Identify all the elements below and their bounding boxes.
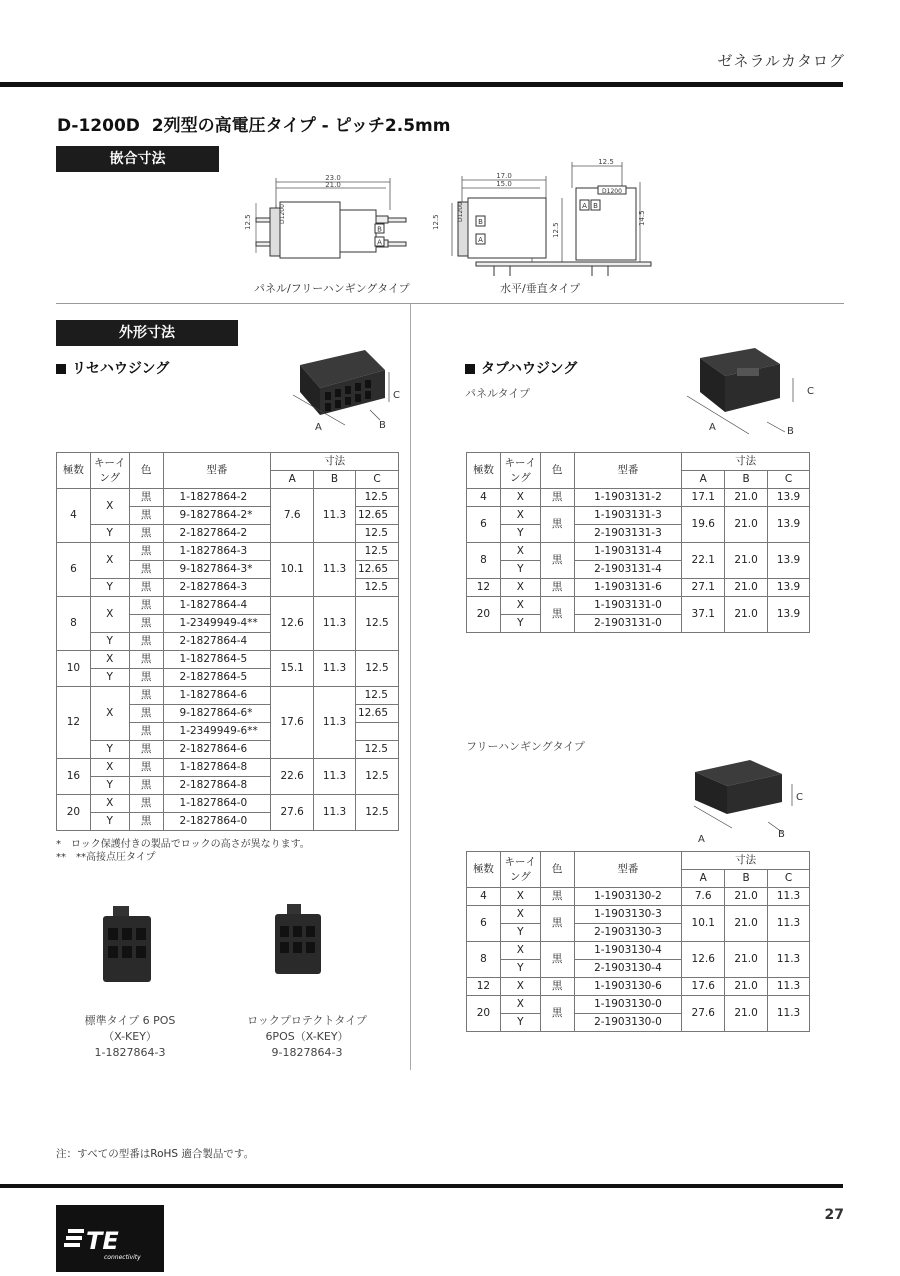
table-cell: 21.0 — [725, 543, 768, 579]
table-header-row — [467, 852, 810, 870]
table-cell: 9-1827864-3* — [163, 561, 271, 579]
table-cell: 極数 — [467, 453, 501, 489]
receptacle-title: リセハウジング — [56, 358, 169, 378]
table-cell: Y — [90, 741, 129, 759]
table-cell: 2-1827864-8 — [163, 777, 271, 795]
table-cell: 極数 — [467, 852, 501, 888]
table-cell: 21.0 — [725, 978, 768, 996]
header-dims: 寸法 — [271, 453, 399, 471]
table-cell: キーイング — [500, 453, 540, 489]
top-rule — [0, 82, 843, 87]
dim-12-5-r2: 12.5 — [552, 222, 560, 238]
table-cell: 27.6 — [271, 795, 314, 831]
table-cell: 11.3 — [768, 906, 810, 942]
table-cell — [355, 723, 398, 741]
table-cell: X — [90, 489, 129, 525]
table-cell: 黒 — [129, 813, 163, 831]
table-cell: 21.0 — [725, 996, 768, 1032]
table-cell: 1-1827864-2 — [163, 489, 271, 507]
table-cell: X — [500, 489, 540, 507]
tab-dim-c: C — [807, 386, 814, 397]
table-cell: C — [768, 471, 810, 489]
table-cell: 1-1827864-0 — [163, 795, 271, 813]
table-cell: 色 — [540, 852, 574, 888]
tab-panel-image — [675, 340, 820, 440]
table-cell: 11.3 — [768, 978, 810, 996]
table-cell: 13.9 — [768, 507, 810, 543]
table-cell: 20 — [467, 597, 501, 633]
table-cell: 22.6 — [271, 759, 314, 795]
table-cell: 黒 — [129, 777, 163, 795]
table-cell: X — [500, 579, 540, 597]
table-cell: X — [90, 651, 129, 669]
table-cell: 21.0 — [725, 579, 768, 597]
table-cell: 4 — [57, 489, 91, 543]
table-cell: 11.3 — [314, 687, 356, 759]
table-cell: X — [500, 996, 540, 1014]
table-cell: Y — [500, 924, 540, 942]
table-cell: 21.0 — [725, 489, 768, 507]
table-cell: C — [768, 870, 810, 888]
table-cell: Y — [500, 615, 540, 633]
table-cell: 19.6 — [682, 507, 725, 543]
table-cell: 12.5 — [355, 741, 398, 759]
column-divider — [410, 304, 411, 1070]
table-cell: Y — [90, 579, 129, 597]
table-cell: 2-1903131-4 — [574, 561, 682, 579]
table-cell: 2-1827864-3 — [163, 579, 271, 597]
table-row — [467, 942, 810, 960]
table-cell: 黒 — [540, 942, 574, 978]
rohs-note: 注：すべての型番はRoHS 適合製品です。 — [56, 1148, 255, 1160]
table-cell: 1-1903130-3 — [574, 906, 682, 924]
mark-a-right2: A — [478, 236, 483, 244]
table-row — [467, 489, 810, 507]
table-cell: 黒 — [540, 888, 574, 906]
mark-b-right2: B — [478, 218, 483, 226]
table-cell: Y — [90, 525, 129, 543]
table-cell: 2-1903130-3 — [574, 924, 682, 942]
table-cell: 黒 — [129, 561, 163, 579]
table-cell: 12 — [57, 687, 91, 759]
table-cell: A — [682, 870, 725, 888]
table-cell: 型番 — [574, 453, 682, 489]
dim-17: 17.0 — [496, 172, 512, 180]
table-cell: 9-1827864-6* — [163, 705, 271, 723]
table-cell: 1-1903130-2 — [574, 888, 682, 906]
table-cell: 黒 — [129, 651, 163, 669]
table-cell: 2-1827864-0 — [163, 813, 271, 831]
table-cell: 2-1827864-4 — [163, 633, 271, 651]
table-cell: 13.9 — [768, 489, 810, 507]
table-cell: 色 — [540, 453, 574, 489]
mark-b-right: B — [593, 202, 598, 210]
table-cell: X — [500, 888, 540, 906]
table-cell: 11.3 — [314, 795, 356, 831]
table-cell: 12.5 — [355, 687, 398, 705]
header-a: A — [271, 471, 314, 489]
table-cell: X — [90, 759, 129, 777]
table-cell: 黒 — [129, 633, 163, 651]
table-cell: 4 — [467, 489, 501, 507]
tab-free-table — [466, 851, 810, 1032]
table-cell: 17.6 — [271, 687, 314, 759]
table-cell: 黒 — [129, 741, 163, 759]
table-cell: B — [725, 471, 768, 489]
table-cell: 1-1827864-3 — [163, 543, 271, 561]
table-cell: 11.3 — [768, 888, 810, 906]
table-cell: 20 — [57, 795, 91, 831]
table-cell: Y — [500, 525, 540, 543]
header-poles: 極数 — [57, 453, 91, 489]
table-cell: 黒 — [540, 543, 574, 579]
dim-12-5-r1: 12.5 — [432, 214, 440, 230]
table-cell: 4 — [467, 888, 501, 906]
table-cell: 12.5 — [355, 543, 398, 561]
tab-free-image — [680, 750, 820, 845]
table-cell: Y — [500, 561, 540, 579]
table-row — [57, 651, 399, 669]
logo-text: TE — [86, 1227, 119, 1255]
table-cell: 11.3 — [768, 942, 810, 978]
table-cell: 黒 — [129, 543, 163, 561]
table-cell: X — [500, 942, 540, 960]
table-cell: X — [90, 687, 129, 741]
table-row — [467, 543, 810, 561]
table-cell: 1-1903131-6 — [574, 579, 682, 597]
table-cell: 1-1827864-4 — [163, 597, 271, 615]
table-cell: 8 — [467, 942, 501, 978]
table-cell: 12.5 — [355, 651, 398, 687]
table-cell: 17.6 — [682, 978, 725, 996]
table-row — [57, 597, 399, 615]
table-cell: 8 — [57, 597, 91, 651]
table-cell: 12 — [467, 978, 501, 996]
table-cell: 黒 — [540, 996, 574, 1032]
table-cell: 黒 — [129, 759, 163, 777]
table-cell: 黒 — [129, 705, 163, 723]
table-cell: 12.5 — [355, 759, 398, 795]
table-cell: 黒 — [129, 669, 163, 687]
table-row — [467, 579, 810, 597]
logo-sub: connectivity — [104, 1254, 141, 1261]
catalog-label: ゼネラルカタログ — [717, 52, 845, 70]
table-cell: 寸法 — [682, 453, 810, 471]
table-cell: 黒 — [540, 507, 574, 543]
table-cell: 6 — [467, 507, 501, 543]
table-cell: Y — [90, 633, 129, 651]
table-row — [57, 543, 399, 561]
table-cell: 1-1903131-3 — [574, 507, 682, 525]
table-cell: 黒 — [129, 525, 163, 543]
table-cell: 21.0 — [725, 507, 768, 543]
table-cell: 13.9 — [768, 543, 810, 579]
dim-letter-b: B — [379, 420, 386, 431]
table-cell: 2-1903130-0 — [574, 1014, 682, 1032]
note-1: * ロック保護付きの製品でロックの高さが異なります。 — [56, 839, 310, 850]
table-cell: 黒 — [540, 906, 574, 942]
table-cell: 1-1903131-0 — [574, 597, 682, 615]
table-cell: 黒 — [540, 489, 574, 507]
table-cell: 1-1903131-2 — [574, 489, 682, 507]
table-cell: キーイング — [500, 852, 540, 888]
table-cell: 1-1827864-6 — [163, 687, 271, 705]
table-row — [467, 507, 810, 525]
header-b: B — [314, 471, 356, 489]
dim-15: 15.0 — [496, 180, 512, 188]
table-cell: 8 — [467, 543, 501, 579]
table-cell: A — [682, 471, 725, 489]
dim-21: 21.0 — [325, 181, 341, 189]
table-cell: 11.3 — [314, 651, 356, 687]
table-cell: X — [500, 978, 540, 996]
table-cell: X — [500, 906, 540, 924]
table-cell: 黒 — [540, 978, 574, 996]
table-cell: 10.1 — [682, 906, 725, 942]
table-cell: 2-1903131-3 — [574, 525, 682, 543]
table-cell: X — [90, 543, 129, 579]
table-cell: X — [90, 795, 129, 813]
table-cell: 12.5 — [355, 597, 398, 651]
header-keying: キーイング — [90, 453, 129, 489]
table-cell: 黒 — [129, 579, 163, 597]
lock-protect-6pos-image — [265, 900, 335, 995]
bottom-rule — [0, 1184, 843, 1188]
table-cell: 黒 — [129, 489, 163, 507]
note-2: ** **高接点圧タイプ — [56, 852, 156, 863]
panel-caption: パネル/フリーハンギングタイプ — [254, 282, 410, 295]
table-row — [57, 489, 399, 507]
page-number: 27 — [824, 1207, 844, 1223]
table-cell: 2-1903131-0 — [574, 615, 682, 633]
table-cell: 11.3 — [314, 759, 356, 795]
tab-title: タブハウジング — [465, 358, 577, 378]
table-cell: 6 — [57, 543, 91, 597]
te-logo — [56, 1205, 164, 1272]
table-cell: 12.5 — [355, 525, 398, 543]
table-cell: 21.0 — [725, 888, 768, 906]
table-row — [57, 759, 399, 777]
table-cell: 1-1827864-5 — [163, 651, 271, 669]
table-row — [467, 996, 810, 1014]
table-cell: 27.1 — [682, 579, 725, 597]
table-cell: X — [500, 597, 540, 615]
table-cell: 黒 — [129, 723, 163, 741]
table-cell: 21.0 — [725, 942, 768, 978]
table-cell: Y — [500, 1014, 540, 1032]
table-cell: Y — [500, 960, 540, 978]
lock-protect-image-caption: ロックプロテクトタイプ 6POS（X-KEY） 9-1827864-3 — [247, 1014, 367, 1059]
table-row — [467, 888, 810, 906]
dim-23: 23.0 — [325, 174, 341, 182]
table-cell: 12.65 — [355, 561, 398, 579]
panel-type-label: パネルタイプ — [465, 387, 531, 400]
table-cell: 11.3 — [314, 597, 356, 651]
table-cell: 12.65 — [355, 705, 398, 723]
header-color: 色 — [129, 453, 163, 489]
tab-dim-a: A — [709, 422, 716, 433]
receptacle-table — [56, 452, 399, 831]
free-dim-a: A — [698, 834, 705, 845]
table-cell: 37.1 — [682, 597, 725, 633]
table-cell: 10 — [57, 651, 91, 687]
table-cell: 黒 — [129, 795, 163, 813]
dim-12-5-left: 12.5 — [244, 214, 252, 230]
table-cell: 黒 — [129, 615, 163, 633]
dim-14-5: 14.5 — [638, 210, 646, 226]
free-dim-b: B — [778, 829, 785, 840]
table-cell: 12.6 — [682, 942, 725, 978]
table-cell: 13.9 — [768, 597, 810, 633]
table-cell: 21.0 — [725, 906, 768, 942]
table-cell: 2-1903130-4 — [574, 960, 682, 978]
table-cell: 黒 — [540, 597, 574, 633]
part-mark-right: D1200 — [457, 202, 464, 222]
part-mark-top: D1200 — [602, 188, 622, 195]
table-cell: X — [500, 507, 540, 525]
table-cell: 12.5 — [355, 489, 398, 507]
tab-dim-b: B — [787, 426, 794, 437]
header-c: C — [355, 471, 398, 489]
table-cell: B — [725, 870, 768, 888]
table-cell: 16 — [57, 759, 91, 795]
table-cell: 12.5 — [355, 579, 398, 597]
table-cell: 12 — [467, 579, 501, 597]
table-cell: 17.1 — [682, 489, 725, 507]
tab-panel-table — [466, 452, 810, 633]
mark-a-right: A — [582, 202, 587, 210]
outline-section-label: 外形寸法 — [56, 320, 238, 346]
table-header-row — [467, 453, 810, 471]
table-cell: 1-1903130-4 — [574, 942, 682, 960]
mark-b-left: B — [377, 225, 382, 234]
square-bullet-icon — [465, 364, 475, 374]
table-header-row — [57, 453, 399, 471]
table-cell: 20 — [467, 996, 501, 1032]
mark-a-left: A — [377, 238, 382, 247]
table-cell: 27.6 — [682, 996, 725, 1032]
table-cell: 6 — [467, 906, 501, 942]
table-cell: 黒 — [129, 687, 163, 705]
table-cell: 12.5 — [355, 795, 398, 831]
table-cell: 黒 — [540, 579, 574, 597]
table-cell: 21.0 — [725, 597, 768, 633]
table-row — [57, 687, 399, 705]
table-cell: 10.1 — [271, 543, 314, 597]
table-cell: 2-1827864-5 — [163, 669, 271, 687]
table-cell: 1-2349949-6** — [163, 723, 271, 741]
dim-letter-c: C — [393, 390, 400, 401]
dim-top-12-5: 12.5 — [598, 158, 614, 166]
table-cell: 1-1903130-0 — [574, 996, 682, 1014]
table-cell: 黒 — [129, 507, 163, 525]
table-row — [467, 978, 810, 996]
table-cell: 1-1827864-8 — [163, 759, 271, 777]
table-cell: X — [90, 597, 129, 633]
dim-letter-a: A — [315, 422, 322, 433]
te-logo-icon — [56, 1205, 164, 1272]
table-cell: Y — [90, 813, 129, 831]
table-cell: 1-2349949-4** — [163, 615, 271, 633]
table-cell: X — [500, 543, 540, 561]
table-cell: 1-1903130-6 — [574, 978, 682, 996]
table-cell: 12.65 — [355, 507, 398, 525]
table-cell: 11.3 — [768, 996, 810, 1032]
square-bullet-icon — [56, 364, 66, 374]
table-row — [467, 597, 810, 615]
table-cell: 7.6 — [682, 888, 725, 906]
table-cell: 9-1827864-2* — [163, 507, 271, 525]
table-row — [467, 906, 810, 924]
receptacle-housing-image — [285, 340, 410, 435]
table-cell: 12.6 — [271, 597, 314, 651]
table-cell: Y — [90, 669, 129, 687]
table-cell: Y — [90, 777, 129, 795]
table-cell: 2-1827864-6 — [163, 741, 271, 759]
table-row — [57, 795, 399, 813]
section-divider — [56, 303, 844, 304]
table-cell: 7.6 — [271, 489, 314, 543]
table-cell: 寸法 — [682, 852, 810, 870]
table-cell: 11.3 — [314, 489, 356, 543]
table-cell: 1-1903131-4 — [574, 543, 682, 561]
table-cell: 型番 — [574, 852, 682, 888]
table-cell: 11.3 — [314, 543, 356, 597]
table-cell: 2-1827864-2 — [163, 525, 271, 543]
part-mark-left: D1200 — [279, 204, 286, 224]
horizontal-caption: 水平/垂直タイプ — [500, 282, 581, 295]
free-dim-c: C — [796, 792, 803, 803]
table-cell: 15.1 — [271, 651, 314, 687]
standard-image-caption: 標準タイプ 6 POS （X-KEY） 1-1827864-3 — [84, 1014, 176, 1059]
table-cell: 13.9 — [768, 579, 810, 597]
header-part: 型番 — [163, 453, 271, 489]
table-cell: 22.1 — [682, 543, 725, 579]
free-type-label: フリーハンギングタイプ — [466, 740, 585, 753]
mating-section-label: 嵌合寸法 — [56, 146, 219, 172]
page-title: D-1200D 2列型の高電圧タイプ - ピッチ2.5mm — [57, 116, 451, 136]
standard-6pos-image — [95, 900, 165, 995]
mating-diagram — [240, 158, 660, 283]
table-cell: 黒 — [129, 597, 163, 615]
